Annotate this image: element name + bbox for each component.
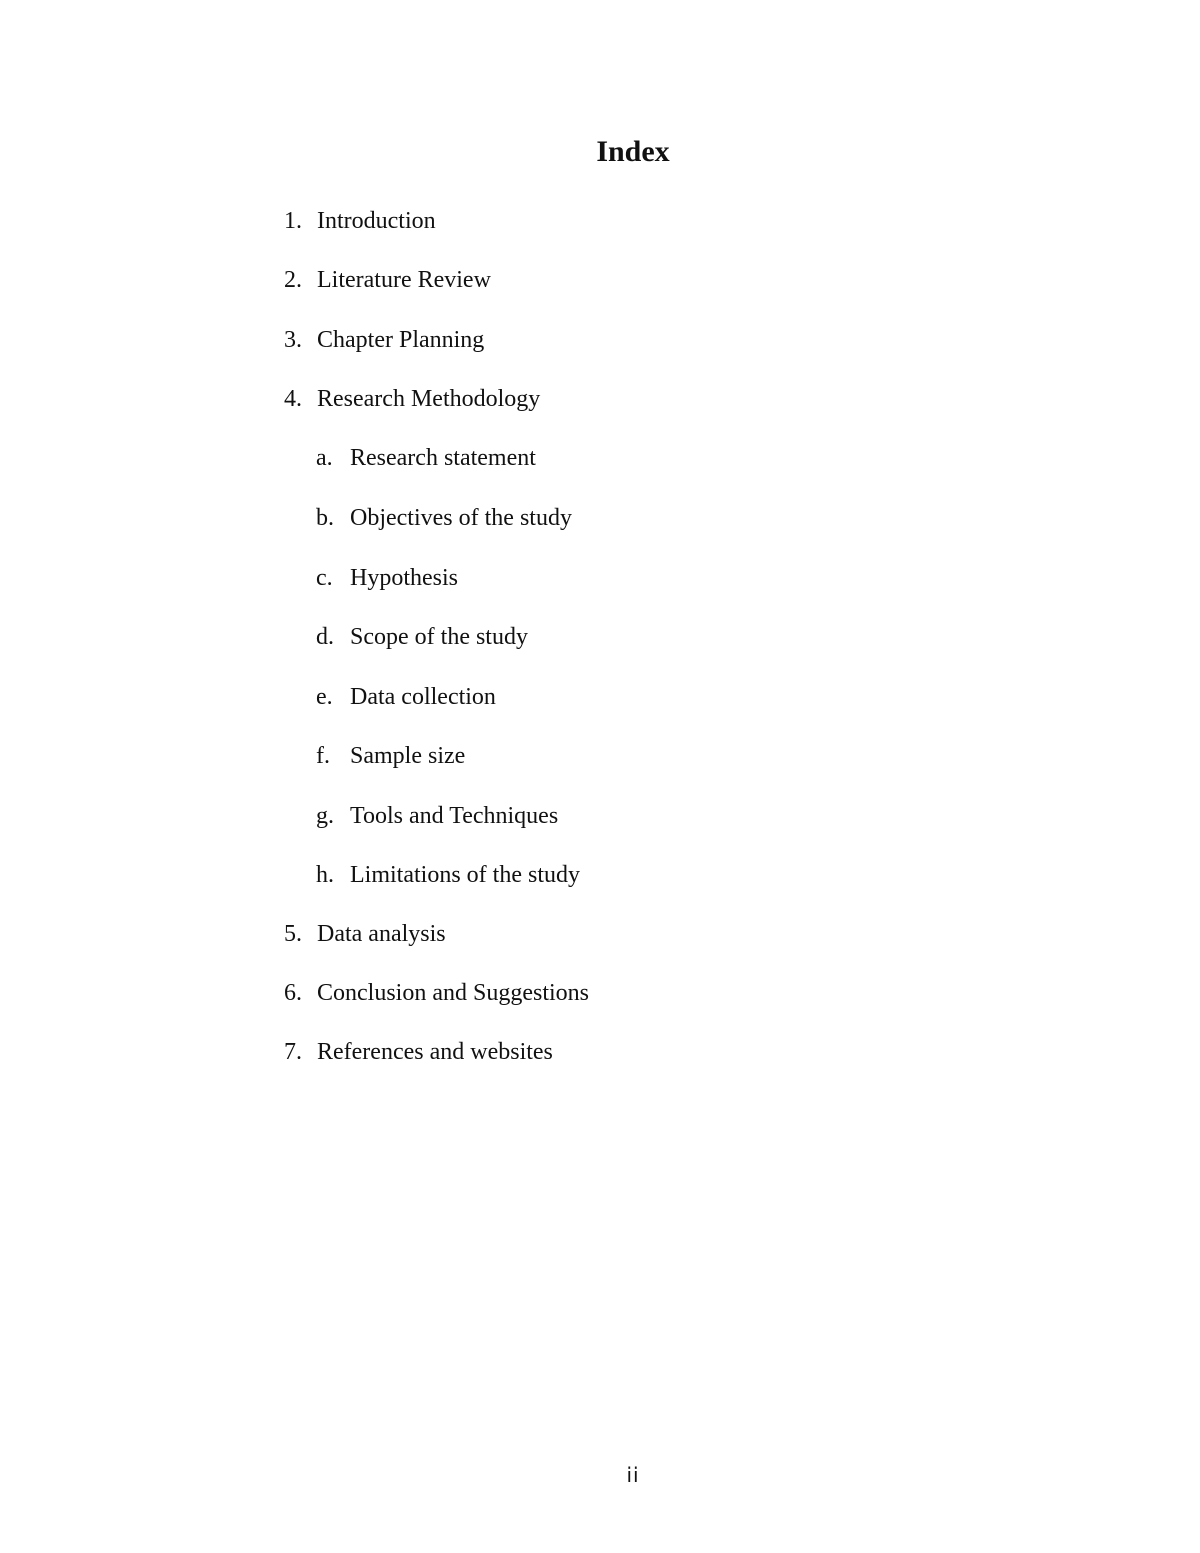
toc-item-number: 7. (284, 1039, 302, 1065)
toc-subitem-letter: g. (316, 803, 334, 829)
toc-subitem-label: Tools and Techniques (350, 803, 559, 829)
page-title: Index (596, 135, 670, 168)
toc-subitem-letter: b. (316, 505, 334, 531)
toc-subitem-label: Data collection (350, 684, 496, 710)
toc-item-label: Chapter Planning (317, 327, 485, 353)
page-number: ii (626, 1463, 640, 1487)
toc-item-number: 6. (284, 980, 302, 1006)
toc-item-label: Conclusion and Suggestions (317, 980, 590, 1006)
toc-subitem-letter: e. (316, 684, 333, 710)
toc-item-label: Literature Review (317, 267, 491, 293)
toc-subitem-label: Objectives of the study (350, 505, 572, 531)
toc-subitem-label: Hypothesis (350, 565, 458, 591)
toc-subitem-letter: c. (316, 565, 333, 591)
toc-subitem-label: Sample size (350, 743, 466, 769)
toc-item-number: 4. (284, 386, 302, 412)
toc-subitem-letter: a. (316, 445, 333, 471)
toc-item-label: References and websites (317, 1039, 553, 1065)
toc-item-label: Research Methodology (317, 386, 541, 412)
toc-item-number: 2. (284, 267, 302, 293)
toc-item-label: Data analysis (317, 921, 446, 947)
toc-subitem-label: Limitations of the study (350, 862, 580, 888)
toc-item-number: 3. (284, 327, 302, 353)
toc-item-label: Introduction (317, 208, 436, 234)
toc-subitem-label: Research statement (350, 445, 536, 471)
toc-subitem-letter: f. (316, 743, 330, 769)
toc-subitem-letter: d. (316, 624, 334, 650)
toc-item-number: 5. (284, 921, 302, 947)
toc-subitem-letter: h. (316, 862, 334, 888)
toc-subitem-label: Scope of the study (350, 624, 528, 650)
toc-item-number: 1. (284, 208, 302, 234)
